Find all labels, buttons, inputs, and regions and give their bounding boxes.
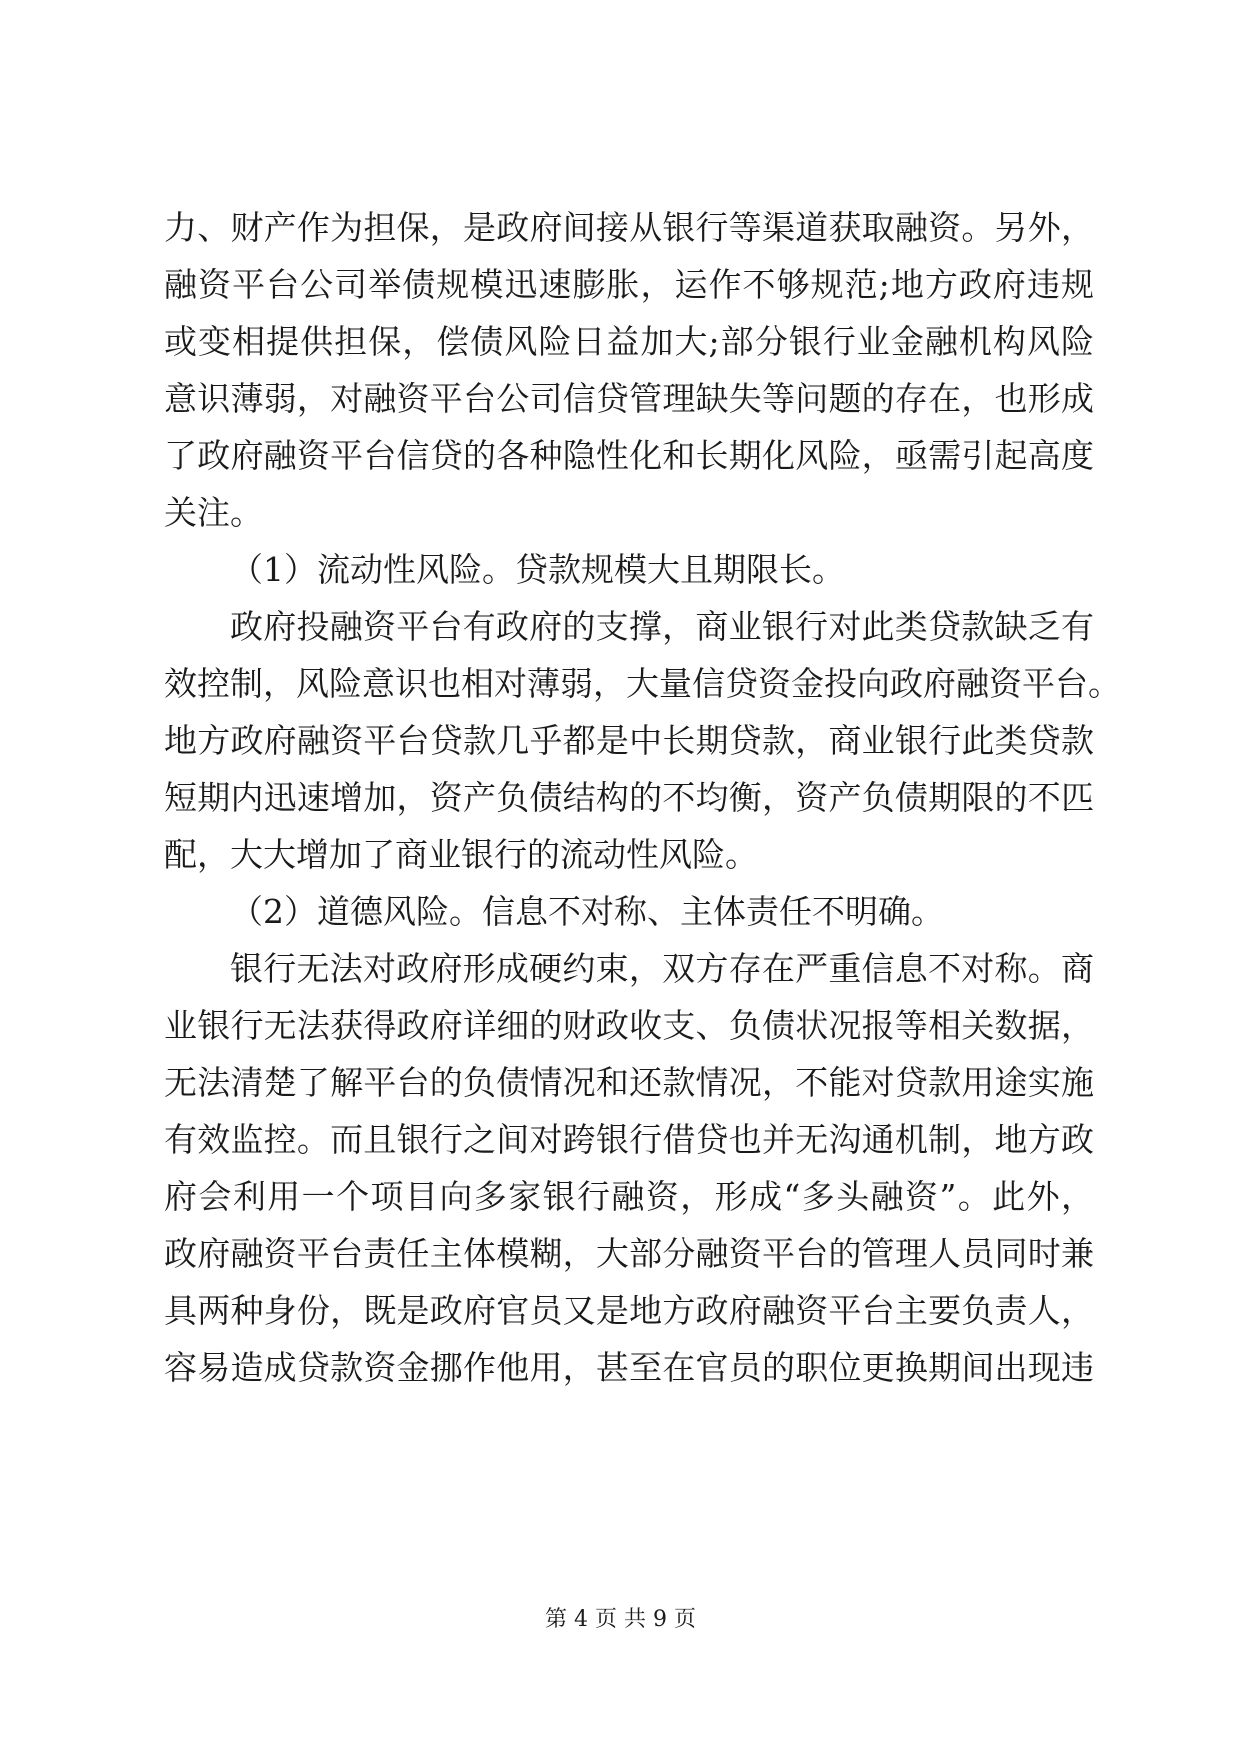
text-line: 具两种身份，既是政府官员又是地方政府融资平台主要负责人，	[164, 1291, 1094, 1330]
text-line: 意识薄弱，对融资平台公司信贷管理缺失等问题的存在，也形成	[164, 379, 1094, 418]
text-line: 短期内迅速增加，资产负债结构的不均衡，资产负债期限的不匹	[164, 778, 1094, 817]
section-heading: （1）流动性风险。贷款规模大且期限长。	[230, 550, 845, 589]
text-line: 政府融资平台责任主体模糊，大部分融资平台的管理人员同时兼	[164, 1234, 1094, 1273]
text-line: 银行无法对政府形成硬约束，双方存在严重信息不对称。商	[230, 949, 1094, 988]
text-line: 无法清楚了解平台的负债情况和还款情况，不能对贷款用途实施	[164, 1063, 1094, 1102]
text-line: 力、财产作为担保，是政府间接从银行等渠道获取融资。另外，	[164, 208, 1094, 247]
text-line: 地方政府融资平台贷款几乎都是中长期贷款，商业银行此类贷款	[164, 721, 1094, 760]
text-line: 业银行无法获得政府详细的财政收支、负债状况报等相关数据，	[164, 1006, 1094, 1045]
text-line: 有效监控。而且银行之间对跨银行借贷也并无沟通机制，地方政	[164, 1120, 1094, 1159]
text-line: 了政府融资平台信贷的各种隐性化和长期化风险，亟需引起高度	[164, 436, 1094, 475]
text-line: 效控制，风险意识也相对薄弱，大量信贷资金投向政府融资平台。	[164, 664, 1121, 703]
text-line: 配，大大增加了商业银行的流动性风险。	[164, 835, 758, 874]
page-number-footer: 第 4 页 共 9 页	[545, 1607, 696, 1632]
text-line: 府会利用一个项目向多家银行融资，形成“多头融资”。此外，	[164, 1177, 1094, 1216]
text-line: 或变相提供担保，偿债风险日益加大;部分银行业金融机构风险	[164, 322, 1094, 361]
text-line: 政府投融资平台有政府的支撑，商业银行对此类贷款缺乏有	[230, 607, 1094, 646]
section-heading: （2）道德风险。信息不对称、主体责任不明确。	[230, 892, 944, 931]
text-line: 关注。	[164, 493, 263, 532]
text-line: 容易造成贷款资金挪作他用，甚至在官员的职位更换期间出现违	[164, 1348, 1094, 1387]
text-line: 融资平台公司举债规模迅速膨胀，运作不够规范;地方政府违规	[164, 265, 1094, 304]
